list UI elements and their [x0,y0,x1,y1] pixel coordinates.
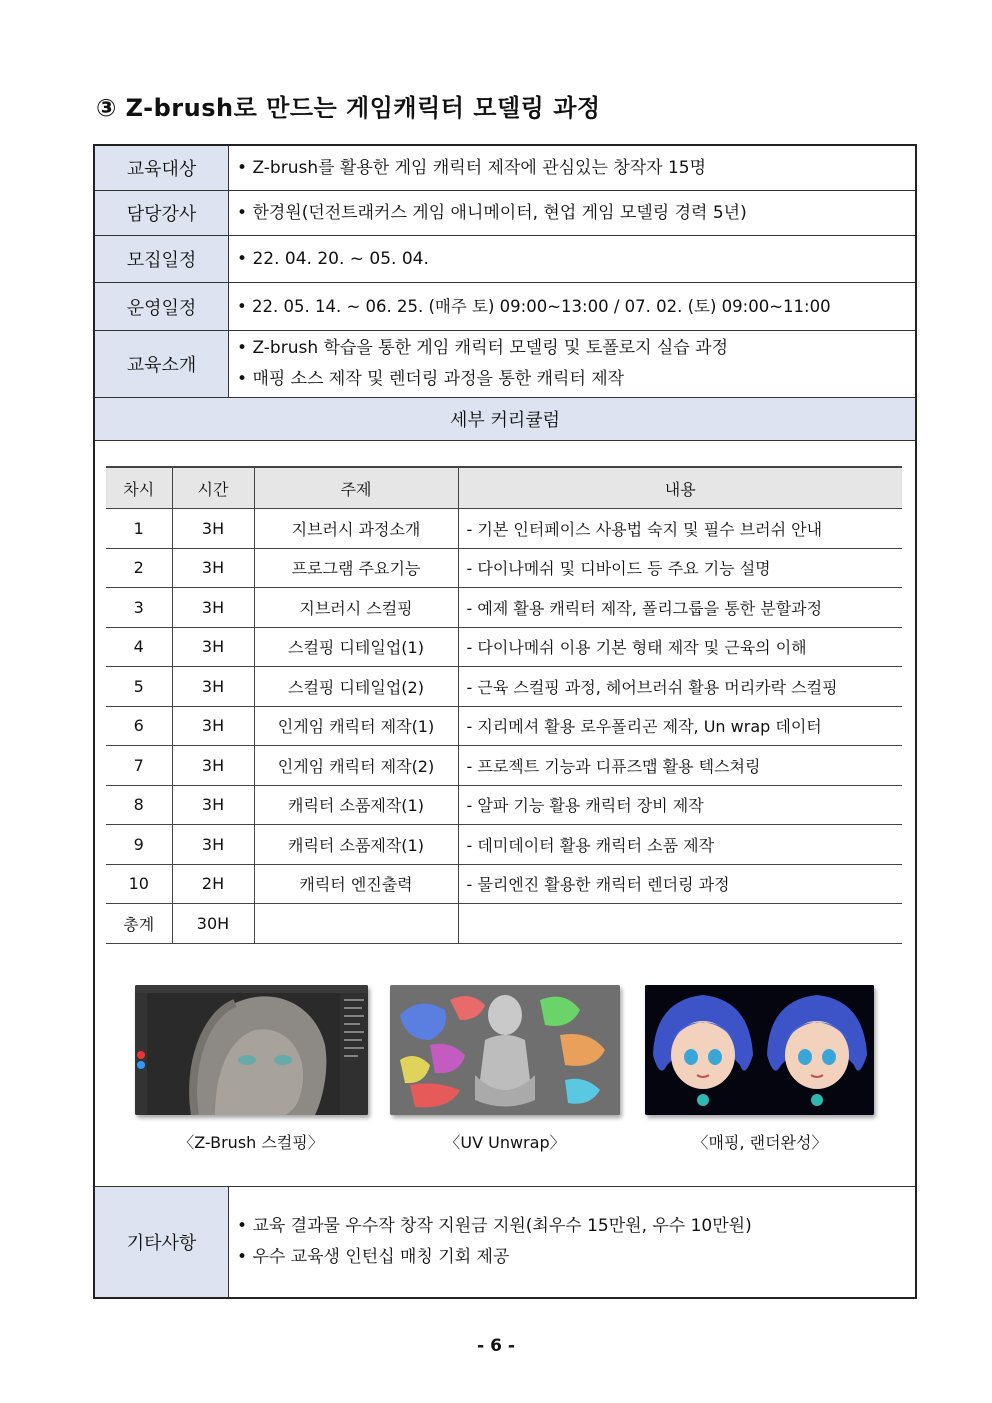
table-cell: 3H [172,548,254,588]
value-text: • 매핑 소스 제작 및 렌더링 과정을 통한 캐릭터 제작 [237,364,915,395]
table-cell: 3H [172,588,254,628]
page-title: ③ Z-brush로 만드는 게임캐릭터 모델링 과정 [96,94,601,122]
table-row [106,904,902,944]
table-cell: 3H [172,627,254,667]
page-number: - 6 - [477,1336,515,1356]
row-schedule [95,283,915,331]
column-header: 내용 [458,467,902,509]
table-cell: - 알파 기능 활용 캐릭터 장비 제작 [458,785,902,825]
table-cell: - 지리메셔 활용 로우폴리곤 제작, Un wrap 데이터 [458,706,902,746]
table-cell: 10 [106,864,172,904]
table-cell: - 근육 스컬핑 과정, 헤어브러쉬 활용 머리카락 스컬핑 [458,667,902,707]
table-row [106,864,902,904]
table-cell: 9 [106,825,172,865]
zbrush-sculpt-image [135,985,368,1115]
table-row [106,825,902,865]
table-row [106,746,902,786]
uv-unwrap-image [390,985,620,1115]
table-row [106,667,902,707]
value-schedule [229,283,915,330]
row-intro [95,331,915,398]
value-recruit [229,236,915,282]
table-cell [254,904,458,944]
table-cell: - 프로젝트 기능과 디퓨즈맵 활용 텍스쳐링 [458,746,902,786]
row-target [95,146,915,191]
value-instructor [229,191,915,235]
table-cell: 3 [106,588,172,628]
value-intro [229,331,915,397]
curriculum-heading: 세부 커리큘럼 [95,398,915,441]
column-header: 차시 [106,467,172,509]
label-etc: 기타사항 [95,1187,229,1297]
table-cell: - 데미데이터 활용 캐릭터 소품 제작 [458,825,902,865]
table-cell: 캐릭터 엔진출력 [254,864,458,904]
value-text: • 22. 04. 20. ~ 05. 04. [237,244,915,275]
column-header: 주제 [254,467,458,509]
label-recruit: 모집일정 [95,236,229,282]
table-row [106,588,902,628]
table-row [106,548,902,588]
table-cell: 캐릭터 소품제작(1) [254,785,458,825]
render-complete-image [645,985,874,1115]
table-cell: 캐릭터 소품제작(1) [254,825,458,865]
table-cell: 3H [172,667,254,707]
table-cell: 30H [172,904,254,944]
table-cell: 8 [106,785,172,825]
table-cell: 스컬핑 디테일업(2) [254,667,458,707]
table-cell: - 다이나메쉬 및 디바이드 등 주요 기능 설명 [458,548,902,588]
table-row [106,509,902,549]
row-recruit [95,236,915,283]
value-text: • 한경원(던전트래커스 게임 애니메이터, 현업 게임 모델링 경력 5년) [237,198,915,229]
label-target: 교육대상 [95,146,229,190]
value-target [229,146,915,190]
table-cell: 3H [172,509,254,549]
label-schedule: 운영일정 [95,283,229,330]
value-text: • Z-brush를 활용한 게임 캐릭터 제작에 관심있는 창작자 15명 [237,153,915,184]
row-etc [95,1186,915,1297]
table-cell: 총계 [106,904,172,944]
value-text: • 교육 결과물 우수작 창작 지원금 지원(최우수 15만원, 우수 10만원) [237,1211,915,1242]
row-instructor [95,191,915,236]
table-row [106,706,902,746]
table-cell [458,904,902,944]
table-cell: 4 [106,627,172,667]
table-cell: 1 [106,509,172,549]
table-cell: - 예제 활용 캐릭터 제작, 폴리그룹을 통한 분할과정 [458,588,902,628]
image-caption: 〈UV Unwrap〉 [444,1133,566,1152]
table-cell: 2H [172,864,254,904]
label-instructor: 담당강사 [95,191,229,235]
image-caption: 〈매핑, 랜더완성〉 [692,1133,828,1152]
curriculum-table [106,466,902,944]
table-cell: 지브러시 스컬핑 [254,588,458,628]
table-cell: 프로그램 주요기능 [254,548,458,588]
table-cell: 지브러시 과정소개 [254,509,458,549]
table-cell: 3H [172,706,254,746]
table-cell: 5 [106,667,172,707]
column-header: 시간 [172,467,254,509]
table-row [106,627,902,667]
label-intro: 교육소개 [95,331,229,397]
table-cell: 3H [172,746,254,786]
course-info-table [93,144,917,1299]
table-cell: 3H [172,785,254,825]
value-text: • 우수 교육생 인턴십 매칭 기회 제공 [237,1242,915,1273]
image-caption: 〈Z-Brush 스컬핑〉 [178,1133,324,1152]
table-cell: 6 [106,706,172,746]
table-cell: 3H [172,825,254,865]
table-cell: - 다이나메쉬 이용 기본 형태 제작 및 근육의 이해 [458,627,902,667]
value-text: • 22. 05. 14. ~ 06. 25. (매주 토) 09:00~13:00 / 07. 02. (토) 09:00~11:00 [237,291,915,322]
table-cell: 인게임 캐릭터 제작(1) [254,706,458,746]
table-cell: - 물리엔진 활용한 캐릭터 렌더링 과정 [458,864,902,904]
table-cell: 2 [106,548,172,588]
table-row [106,785,902,825]
table-cell: 7 [106,746,172,786]
table-header-row [106,467,902,509]
table-cell: 스컬핑 디테일업(1) [254,627,458,667]
value-text: • Z-brush 학습을 통한 게임 캐릭터 모델링 및 토폴로지 실습 과정 [237,333,915,364]
table-cell: 인게임 캐릭터 제작(2) [254,746,458,786]
table-cell: - 기본 인터페이스 사용법 숙지 및 필수 브러쉬 안내 [458,509,902,549]
value-etc [229,1187,915,1297]
